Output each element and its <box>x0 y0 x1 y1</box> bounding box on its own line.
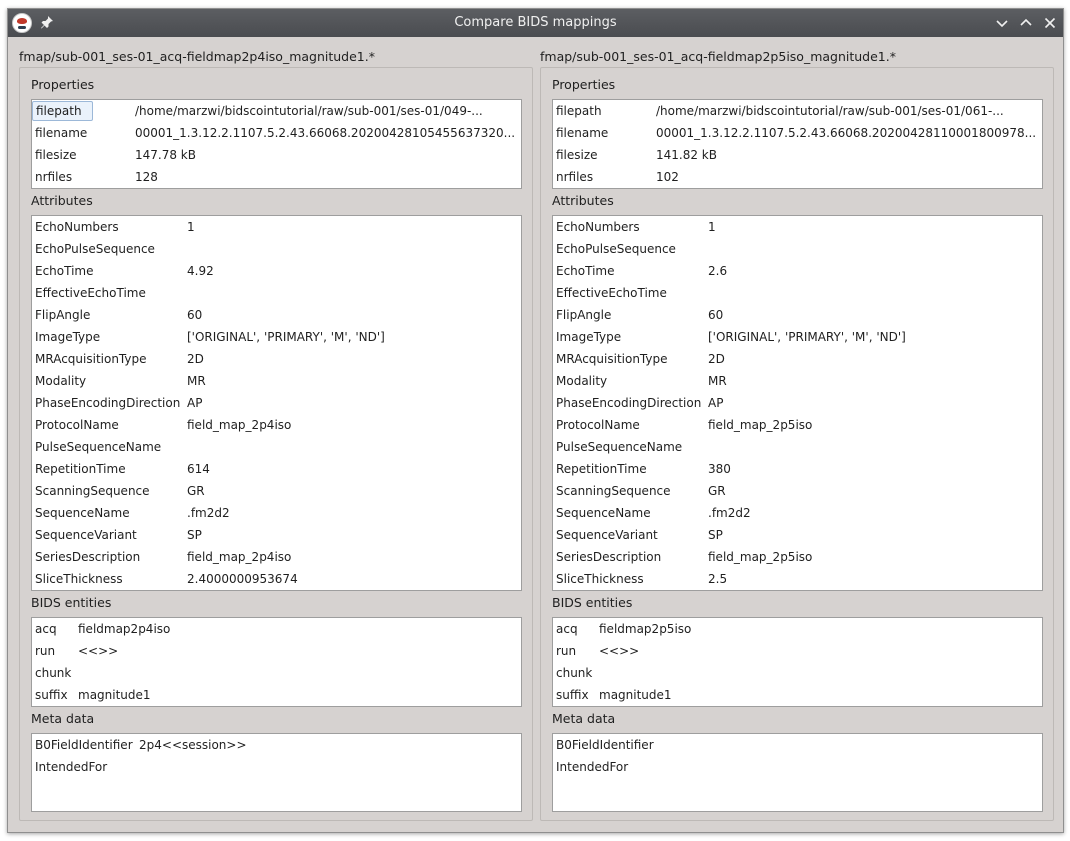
key-cell[interactable]: SequenceVariant <box>556 528 658 542</box>
table-row[interactable] <box>553 144 1042 166</box>
value-cell[interactable]: 00001_1.3.12.2.1107.5.2.43.66068.20200428105455637320... <box>135 126 516 140</box>
table-row[interactable] <box>32 282 521 304</box>
table-row[interactable] <box>553 734 1042 756</box>
key-cell[interactable]: EffectiveEchoTime <box>35 286 146 300</box>
key-cell[interactable]: SliceThickness <box>556 572 644 586</box>
key-cell[interactable]: run <box>556 644 577 658</box>
meta-data-label: Meta data <box>31 711 95 726</box>
key-cell[interactable]: RepetitionTime <box>35 462 126 476</box>
table-row[interactable] <box>553 480 1042 502</box>
key-cell[interactable]: ImageType <box>35 330 101 344</box>
key-cell[interactable]: filename <box>556 126 609 140</box>
table-row[interactable] <box>553 238 1042 260</box>
properties-label: Properties <box>31 77 95 92</box>
table-row[interactable] <box>32 568 521 590</box>
table-row[interactable] <box>32 348 521 370</box>
value-cell[interactable]: 380 <box>708 462 731 476</box>
value-cell[interactable]: magnitude1 <box>78 688 151 702</box>
key-cell[interactable]: filepath <box>556 104 602 118</box>
table-row[interactable] <box>553 502 1042 524</box>
value-cell[interactable]: 4.92 <box>187 264 214 278</box>
value-cell[interactable]: 2.4000000953674 <box>187 572 298 586</box>
value-cell[interactable]: .fm2d2 <box>187 506 230 520</box>
key-cell[interactable]: ProtocolName <box>556 418 640 432</box>
key-cell[interactable]: ScanningSequence <box>556 484 671 498</box>
table-row[interactable] <box>553 166 1042 188</box>
attributes-table[interactable] <box>31 215 522 591</box>
right-run-panel <box>540 37 1054 823</box>
key-cell[interactable]: EchoTime <box>556 264 615 278</box>
value-cell[interactable]: 1 <box>708 220 716 234</box>
table-row[interactable] <box>553 414 1042 436</box>
table-row[interactable] <box>32 216 521 238</box>
value-cell[interactable]: .fm2d2 <box>708 506 751 520</box>
table-row[interactable] <box>553 326 1042 348</box>
table-row[interactable] <box>32 166 521 188</box>
table-row[interactable] <box>32 640 521 662</box>
key-cell[interactable]: EchoPulseSequence <box>556 242 676 256</box>
maximize-chevron-up-icon[interactable] <box>1018 15 1034 31</box>
value-cell[interactable]: 2p4<<session>> <box>139 738 247 752</box>
table-row[interactable] <box>553 756 1042 778</box>
key-cell[interactable]: acq <box>35 622 57 636</box>
meta-data-label: Meta data <box>552 711 616 726</box>
key-cell[interactable]: nrfiles <box>35 170 73 184</box>
table-row[interactable] <box>32 546 521 568</box>
table-row[interactable] <box>32 480 521 502</box>
left-run-title: fmap/sub-001_ses-01_acq-fieldmap2p4iso_magnitude1.* <box>19 49 375 64</box>
meta-data-table[interactable] <box>31 733 522 812</box>
key-cell[interactable]: SequenceName <box>35 506 130 520</box>
value-cell[interactable]: 141.82 kB <box>656 148 717 162</box>
properties-label: Properties <box>552 77 616 92</box>
value-cell[interactable]: SP <box>187 528 202 542</box>
value-cell[interactable]: fieldmap2p4iso <box>78 622 171 636</box>
table-row[interactable] <box>32 436 521 458</box>
table-row[interactable] <box>553 568 1042 590</box>
attributes-table[interactable] <box>552 215 1043 591</box>
table-row[interactable] <box>32 502 521 524</box>
key-cell[interactable]: filename <box>35 126 88 140</box>
key-cell[interactable]: filesize <box>35 148 77 162</box>
value-cell[interactable]: <<>> <box>599 644 640 658</box>
key-cell[interactable]: chunk <box>35 666 72 680</box>
key-cell[interactable]: ImageType <box>556 330 622 344</box>
table-row[interactable] <box>553 392 1042 414</box>
table-row[interactable] <box>553 546 1042 568</box>
value-cell[interactable]: GR <box>187 484 205 498</box>
table-row[interactable] <box>32 326 521 348</box>
value-cell[interactable]: 2.6 <box>708 264 728 278</box>
table-row[interactable] <box>553 458 1042 480</box>
table-row[interactable] <box>553 684 1042 706</box>
table-row[interactable] <box>32 524 521 546</box>
key-cell[interactable]: ScanningSequence <box>35 484 150 498</box>
bids-entities-table[interactable] <box>552 617 1043 707</box>
window-title: Compare BIDS mappings <box>454 15 617 30</box>
table-row[interactable] <box>32 304 521 326</box>
value-cell[interactable]: GR <box>708 484 726 498</box>
key-cell[interactable]: EchoTime <box>35 264 94 278</box>
value-cell[interactable]: 1 <box>187 220 195 234</box>
key-cell[interactable]: filesize <box>556 148 598 162</box>
table-row[interactable] <box>32 144 521 166</box>
value-cell[interactable]: MR <box>708 374 727 388</box>
value-cell[interactable]: 2D <box>708 352 725 366</box>
table-row[interactable] <box>32 734 521 756</box>
value-cell[interactable]: 60 <box>187 308 203 322</box>
value-cell[interactable]: 00001_1.3.12.2.1107.5.2.43.66068.20200428110001800978... <box>656 126 1037 140</box>
key-cell[interactable]: EchoNumbers <box>35 220 119 234</box>
key-cell[interactable]: PulseSequenceName <box>35 440 162 454</box>
value-cell[interactable]: magnitude1 <box>599 688 672 702</box>
value-cell[interactable]: 128 <box>135 170 158 184</box>
value-cell[interactable]: 2D <box>187 352 204 366</box>
table-row[interactable] <box>553 100 1042 122</box>
value-cell[interactable]: /home/marzwi/bidscointutorial/raw/sub-001/ses-01/061-... <box>656 104 1004 118</box>
table-row[interactable] <box>32 260 521 282</box>
table-row[interactable] <box>553 260 1042 282</box>
bids-entities-label: BIDS entities <box>552 595 633 610</box>
value-cell[interactable]: ['ORIGINAL', 'PRIMARY', 'M', 'ND'] <box>708 330 906 344</box>
key-cell[interactable]: filepath <box>32 101 93 121</box>
table-row[interactable] <box>553 524 1042 546</box>
value-cell[interactable]: fieldmap2p5iso <box>599 622 692 636</box>
key-cell[interactable]: IntendedFor <box>556 760 629 774</box>
key-cell[interactable]: PulseSequenceName <box>556 440 683 454</box>
key-cell[interactable]: SequenceVariant <box>35 528 137 542</box>
table-row[interactable] <box>553 662 1042 684</box>
attributes-label: Attributes <box>552 193 614 208</box>
key-cell[interactable]: SeriesDescription <box>35 550 141 564</box>
value-cell[interactable]: AP <box>187 396 203 410</box>
value-cell[interactable]: MR <box>187 374 206 388</box>
key-cell[interactable]: chunk <box>556 666 593 680</box>
value-cell[interactable]: SP <box>708 528 723 542</box>
key-cell[interactable]: suffix <box>556 688 589 702</box>
table-row[interactable] <box>32 618 521 640</box>
properties-table[interactable] <box>31 99 522 189</box>
value-cell[interactable]: field_map_2p5iso <box>708 550 813 564</box>
key-cell[interactable]: B0FieldIdentifier <box>35 738 133 752</box>
bids-entities-table[interactable] <box>31 617 522 707</box>
left-run-panel <box>19 37 533 823</box>
table-row[interactable] <box>553 348 1042 370</box>
key-cell[interactable]: run <box>35 644 56 658</box>
value-cell[interactable]: 614 <box>187 462 210 476</box>
value-cell[interactable]: 60 <box>708 308 724 322</box>
value-cell[interactable]: 2.5 <box>708 572 728 586</box>
compare-window <box>7 8 1064 833</box>
table-row[interactable] <box>32 238 521 260</box>
key-cell[interactable]: Modality <box>35 374 87 388</box>
key-cell[interactable]: EchoPulseSequence <box>35 242 155 256</box>
key-cell[interactable]: SequenceName <box>556 506 651 520</box>
key-cell[interactable]: EffectiveEchoTime <box>556 286 667 300</box>
table-row[interactable] <box>553 640 1042 662</box>
key-cell[interactable]: suffix <box>35 688 68 702</box>
value-cell[interactable]: field_map_2p4iso <box>187 550 292 564</box>
key-cell[interactable]: IntendedFor <box>35 760 108 774</box>
key-cell[interactable]: PhaseEncodingDirection <box>556 396 702 410</box>
key-cell[interactable]: FlipAngle <box>35 308 91 322</box>
value-cell[interactable]: /home/marzwi/bidscointutorial/raw/sub-001/ses-01/049-... <box>135 104 483 118</box>
table-row[interactable] <box>32 370 521 392</box>
value-cell[interactable]: field_map_2p5iso <box>708 418 813 432</box>
key-cell[interactable]: B0FieldIdentifier <box>556 738 654 752</box>
attributes-label: Attributes <box>31 193 93 208</box>
right-run-title: fmap/sub-001_ses-01_acq-fieldmap2p5iso_magnitude1.* <box>540 49 896 64</box>
left-run-groupbox <box>19 67 533 821</box>
key-cell[interactable]: FlipAngle <box>556 308 612 322</box>
key-cell[interactable]: EchoNumbers <box>556 220 640 234</box>
value-cell[interactable]: ['ORIGINAL', 'PRIMARY', 'M', 'ND'] <box>187 330 385 344</box>
key-cell[interactable]: MRAcquisitionType <box>556 352 668 366</box>
table-row[interactable] <box>32 100 521 122</box>
table-row[interactable] <box>32 756 521 778</box>
table-row[interactable] <box>553 436 1042 458</box>
table-row[interactable] <box>553 304 1042 326</box>
key-cell[interactable]: nrfiles <box>556 170 594 184</box>
value-cell[interactable]: 102 <box>656 170 679 184</box>
minimize-chevron-down-icon[interactable] <box>994 15 1010 31</box>
key-cell[interactable]: MRAcquisitionType <box>35 352 147 366</box>
table-row[interactable] <box>32 392 521 414</box>
table-row[interactable] <box>32 684 521 706</box>
key-cell[interactable]: acq <box>556 622 578 636</box>
key-cell[interactable]: ProtocolName <box>35 418 119 432</box>
key-cell[interactable]: PhaseEncodingDirection <box>35 396 181 410</box>
meta-data-table[interactable] <box>552 733 1043 812</box>
title-bar[interactable] <box>8 9 1063 37</box>
table-row[interactable] <box>32 414 521 436</box>
table-row[interactable] <box>32 662 521 684</box>
window-content <box>8 37 1063 832</box>
value-cell[interactable]: field_map_2p4iso <box>187 418 292 432</box>
table-row[interactable] <box>553 370 1042 392</box>
value-cell[interactable]: <<>> <box>78 644 119 658</box>
value-cell[interactable]: AP <box>708 396 724 410</box>
value-cell[interactable]: 147.78 kB <box>135 148 196 162</box>
table-row[interactable] <box>553 122 1042 144</box>
table-row[interactable] <box>553 282 1042 304</box>
table-row[interactable] <box>32 458 521 480</box>
right-run-groupbox <box>540 67 1054 821</box>
table-row[interactable] <box>553 216 1042 238</box>
table-row[interactable] <box>32 122 521 144</box>
properties-table[interactable] <box>552 99 1043 189</box>
key-cell[interactable]: SliceThickness <box>35 572 123 586</box>
key-cell[interactable]: RepetitionTime <box>556 462 647 476</box>
table-row[interactable] <box>553 618 1042 640</box>
key-cell[interactable]: Modality <box>556 374 608 388</box>
bids-entities-label: BIDS entities <box>31 595 112 610</box>
close-icon[interactable] <box>1042 15 1058 31</box>
key-cell[interactable]: SeriesDescription <box>556 550 662 564</box>
